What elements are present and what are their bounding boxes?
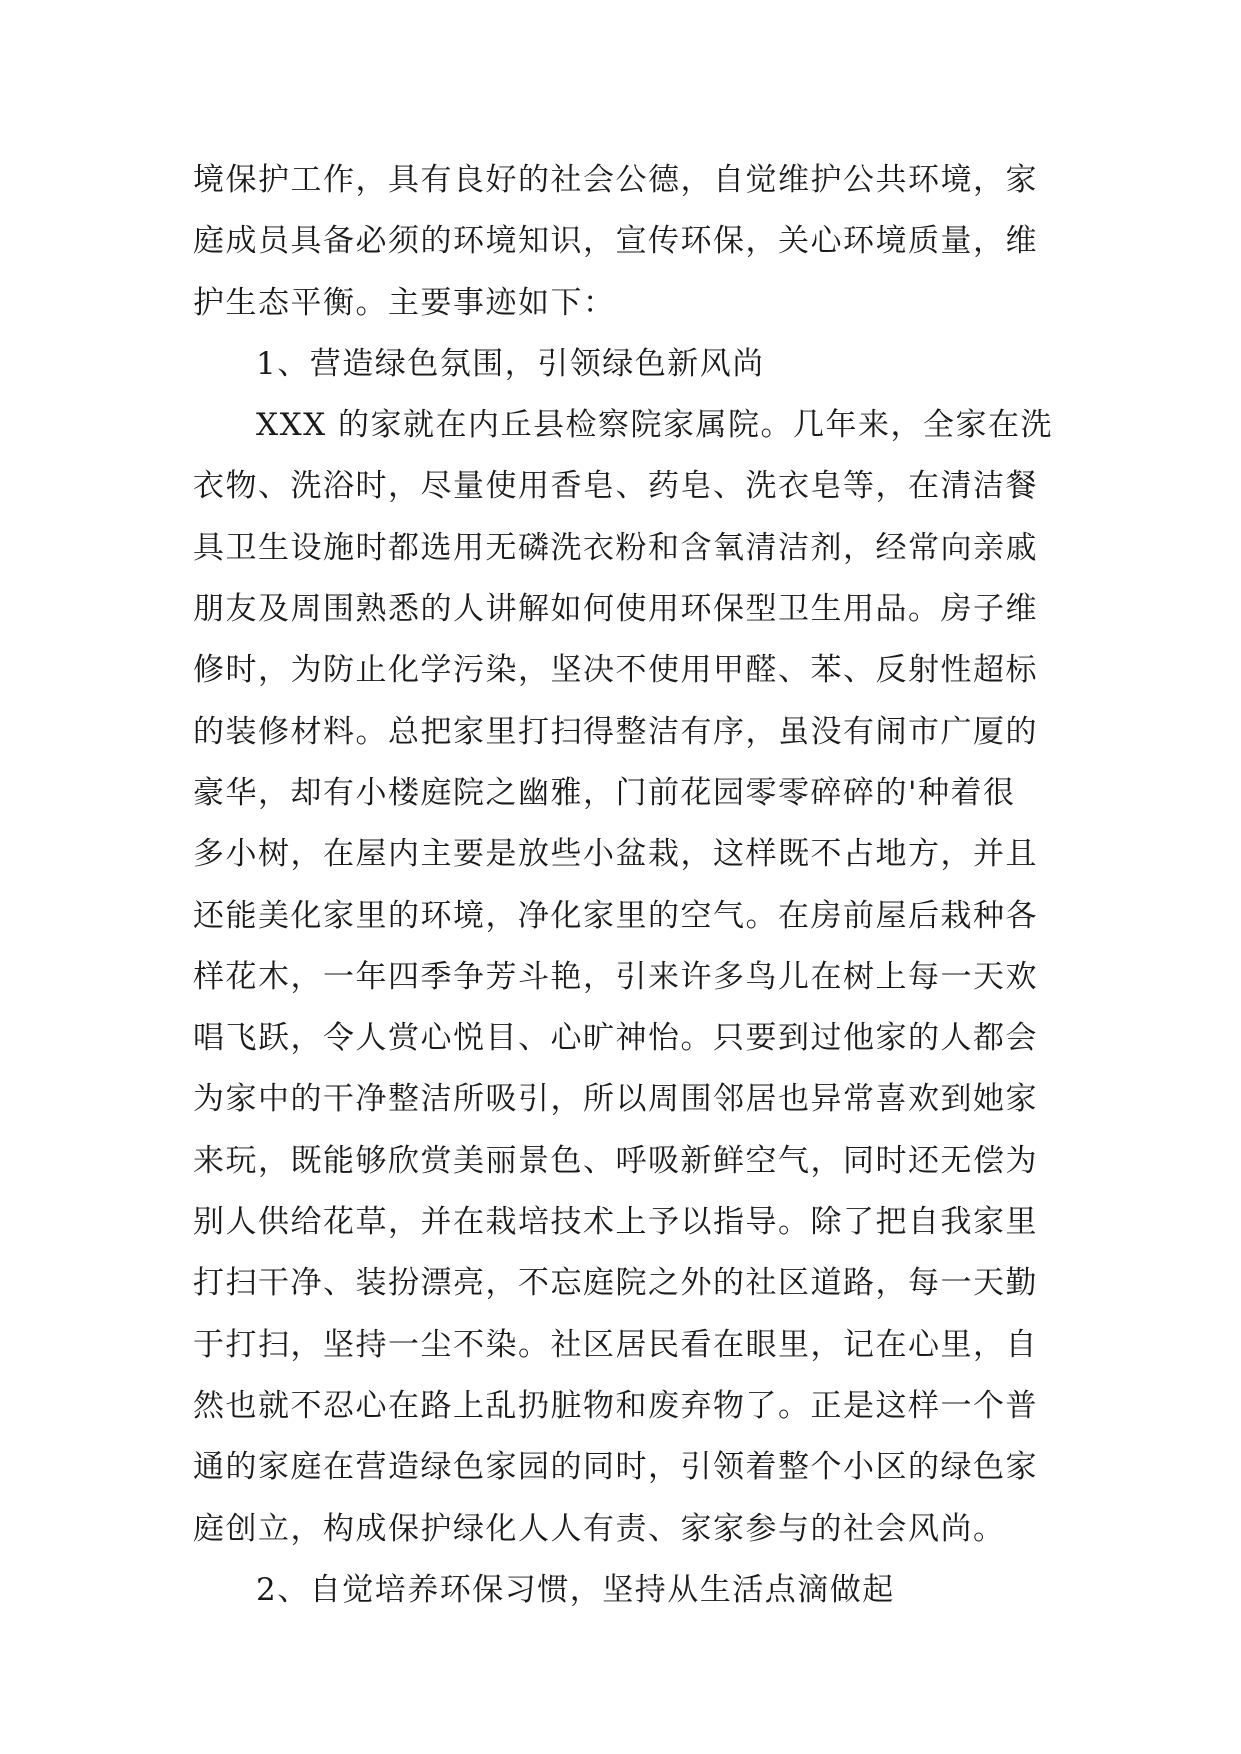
text-line: 庭创立，构成保护绿化人人有责、家家参与的社会风尚。 xyxy=(193,1510,1006,1547)
text-line: 于打扫，坚持一尘不染。社区居民看在眼里，记在心里，自 xyxy=(193,1326,1038,1363)
text-line: 来玩，既能够欣赏美丽景色、呼吸新鲜空气，同时还无偿为 xyxy=(193,1142,1038,1179)
text-line: 庭成员具备必须的环境知识，宣传环保，关心环境质量，维 xyxy=(193,223,1038,260)
text-line: 具卫生设施时都选用无磷洗衣粉和含氧清洁剂，经常向亲戚 xyxy=(193,529,1038,566)
text-line: 为家中的干净整洁所吸引，所以周围邻居也异常喜欢到她家 xyxy=(193,1081,1038,1118)
paragraph-first-line: XXX 的家就在内丘县检察院家属院。几年来，全家在洗 xyxy=(256,407,1053,444)
text-line: 修时，为防止化学污染，坚决不使用甲醛、苯、反射性超标 xyxy=(193,652,1038,689)
text-line: 多小树，在屋内主要是放些小盆栽，这样既不占地方，并且 xyxy=(193,836,1038,873)
text-line: 豪华，却有小楼庭院之幽雅，门前花园零零碎碎的'种着很 xyxy=(193,774,1016,811)
text-line: 唱飞跃，令人赏心悦目、心旷神怡。只要到过他家的人都会 xyxy=(193,1020,1038,1057)
body-text xyxy=(193,150,1053,1621)
text-line: 还能美化家里的环境，净化家里的空气。在房前屋后栽种各 xyxy=(193,897,1038,934)
text-line: 的装修材料。总把家里打扫得整洁有序，虽没有闹市广厦的 xyxy=(193,713,1038,750)
text-line: 样花木，一年四季争芳斗艳，引来许多鸟儿在树上每一天欢 xyxy=(193,958,1038,995)
text-line: 衣物、洗浴时，尽量使用香皂、药皂、洗衣皂等，在清洁餐 xyxy=(193,468,1038,505)
section-heading-2: 2、自觉培养环保习惯，坚持从生活点滴做起 xyxy=(256,1571,895,1608)
text-line: 打扫干净、装扮漂亮，不忘庭院之外的社区道路，每一天勤 xyxy=(193,1265,1038,1302)
section-heading-1: 1、营造绿色氛围，引领绿色新风尚 xyxy=(256,345,765,382)
text-line: 境保护工作，具有良好的社会公德，自觉维护公共环境，家 xyxy=(193,162,1038,198)
text-line: 然也就不忍心在路上乱扔脏物和废弃物了。正是这样一个普 xyxy=(193,1387,1038,1424)
text-line: 朋友及周围熟悉的人讲解如何使用环保型卫生用品。房子维 xyxy=(193,591,1038,628)
text-line: 护生态平衡。主要事迹如下： xyxy=(193,284,616,321)
text-line: 别人供给花草，并在栽培技术上予以指导。除了把自我家里 xyxy=(193,1204,1038,1241)
text-line: 通的家庭在营造绿色家园的同时，引领着整个小区的绿色家 xyxy=(193,1449,1038,1486)
